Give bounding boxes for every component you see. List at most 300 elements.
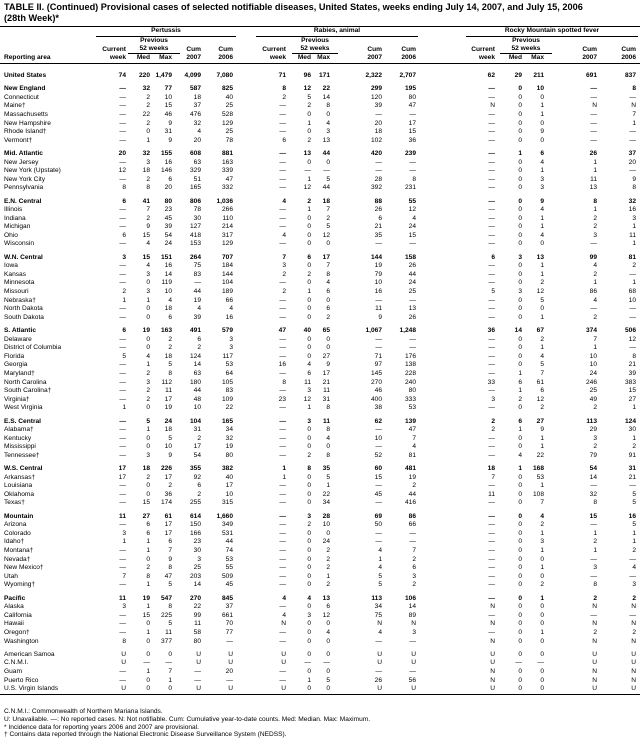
value-cell: 5 (540, 296, 544, 304)
value-cell: 1,479 (155, 72, 172, 79)
value-cell: 1 (307, 206, 311, 214)
value-cell: 3 (491, 395, 495, 403)
reporting-area-cell: Mountain (4, 512, 34, 520)
value-cell: 0 (518, 603, 522, 611)
value-cell: 4 (282, 231, 286, 239)
value-cell: — (375, 344, 382, 352)
value-cell: — (119, 335, 126, 343)
value-cell: — (488, 434, 495, 442)
value-cell: — (488, 223, 495, 231)
value-cell: — (119, 279, 126, 287)
value-cell: 0 (146, 650, 150, 658)
value-cell: — (279, 434, 286, 442)
value-cell: 0 (518, 167, 522, 175)
value-cell: — (279, 223, 286, 231)
value-cell: 0 (518, 305, 522, 313)
value-cell: 16 (278, 361, 286, 369)
value-cell: 18 (487, 465, 495, 473)
value-cell: — (488, 572, 495, 580)
value-cell: 1 (632, 404, 636, 412)
value-cell: 20 (225, 667, 233, 675)
value-cell: — (119, 482, 126, 490)
value-cell: 0 (518, 184, 522, 192)
value-cell: 34 (322, 499, 330, 507)
value-cell: 33 (487, 378, 495, 386)
value-cell: 1 (326, 482, 330, 490)
value-cell: 77 (164, 85, 172, 93)
value-cell: 2 (197, 490, 201, 498)
cum-2006-label: Cum (621, 46, 636, 53)
reporting-area-cell: Wyoming† (4, 581, 36, 589)
table-row (0, 465, 640, 474)
value-cell: 0 (518, 197, 522, 205)
reporting-area-cell: Alaska (4, 603, 24, 611)
value-cell: U (121, 685, 126, 693)
value-cell: 0 (518, 499, 522, 507)
weeks52-label: 52 weeks (300, 45, 330, 52)
value-cell: 2 (491, 417, 495, 425)
value-cell: 0 (307, 637, 311, 645)
value-cell: — (279, 417, 286, 425)
table-row (0, 659, 640, 668)
value-cell: 15 (408, 128, 416, 136)
value-cell: 2 (168, 335, 172, 343)
reporting-area-cell: Tennessee† (4, 451, 40, 459)
value-cell: — (304, 167, 311, 175)
weeks52-label: 52 weeks (511, 45, 541, 52)
value-cell: 10 (164, 93, 172, 101)
value-cell: 0 (518, 667, 522, 675)
value-cell: 1 (593, 279, 597, 287)
reporting-area-cell: Indiana (4, 214, 26, 222)
value-cell: U (228, 650, 233, 658)
value-cell: 0 (307, 296, 311, 304)
table-row (0, 240, 640, 249)
value-cell: 0 (146, 128, 150, 136)
value-cell: 9 (540, 197, 544, 205)
value-cell: 0 (307, 490, 311, 498)
value-cell: — (409, 335, 416, 343)
value-cell: — (590, 482, 597, 490)
value-cell: 0 (146, 404, 150, 412)
table-row (0, 137, 640, 146)
value-cell: 21 (628, 361, 636, 369)
value-cell: 34 (225, 426, 233, 434)
value-cell: 374 (585, 327, 597, 334)
value-cell: 17 (164, 473, 172, 481)
value-cell: 24 (589, 369, 597, 377)
value-cell: 80 (225, 451, 233, 459)
value-cell: 4 (282, 594, 286, 602)
value-cell: 2 (197, 434, 201, 442)
value-cell: U (377, 659, 382, 667)
value-cell: — (488, 512, 495, 520)
table-row (0, 120, 640, 129)
value-cell: 89 (408, 611, 416, 619)
value-cell: 55 (225, 564, 233, 572)
value-cell: 30 (628, 426, 636, 434)
value-cell: 0 (326, 110, 330, 118)
value-cell: N (592, 637, 597, 645)
value-cell: 6 (518, 378, 522, 386)
value-cell: 0 (518, 443, 522, 451)
value-cell: 44 (193, 288, 201, 296)
value-cell: 506 (624, 327, 636, 334)
value-cell: 0 (307, 110, 311, 118)
value-cell: 97 (374, 361, 382, 369)
value-cell: — (629, 611, 636, 619)
value-cell: 15 (142, 231, 150, 239)
value-cell: 108 (532, 490, 544, 498)
value-cell: — (279, 344, 286, 352)
value-cell: 416 (404, 499, 416, 507)
value-cell: 0 (518, 594, 522, 602)
table-row (0, 677, 640, 686)
value-cell: 58 (193, 628, 201, 636)
value-cell: 0 (307, 667, 311, 675)
group-title-rmsf: Rocky Mountain spotted fever (504, 27, 600, 34)
year-2007-label: 2007 (582, 54, 597, 61)
value-cell: 7,080 (216, 72, 233, 79)
value-cell: 8 (412, 175, 416, 183)
value-cell: 0 (326, 620, 330, 628)
max-label: Max (531, 54, 544, 61)
reporting-area-cell: North Carolina (4, 378, 47, 386)
value-cell: 32 (628, 197, 636, 205)
table-row (0, 603, 640, 612)
title-line-2: (28th Week)* (4, 13, 59, 23)
value-cell: U (592, 659, 597, 667)
value-cell: — (119, 369, 126, 377)
value-cell: 0 (326, 685, 330, 693)
value-cell: U (196, 685, 201, 693)
value-cell: 4 (378, 564, 382, 572)
value-cell: U (592, 650, 597, 658)
value-cell: 587 (189, 85, 201, 93)
value-cell: 7 (168, 667, 172, 675)
value-cell: 24 (408, 223, 416, 231)
table-row (0, 474, 640, 483)
value-cell: 0 (540, 667, 544, 675)
value-cell: 0 (518, 490, 522, 498)
value-cell: 2 (593, 270, 597, 278)
value-cell: 10 (164, 443, 172, 451)
footnote-line: C.N.M.I.: Commonwealth of Northern Mariana Islands. (4, 708, 163, 715)
reporting-area-cell: South Dakota (4, 313, 44, 321)
value-cell: 24 (408, 279, 416, 287)
value-cell: 881 (221, 149, 233, 157)
footnote-line: U: Unavailable. —: No reported cases. N: Not notifiable. Cum: Cumulative year-to-date counts. Med: Median. Max: Maximum. (4, 715, 371, 723)
table-row (0, 581, 640, 590)
value-cell: 0 (518, 102, 522, 110)
value-cell: 14 (164, 270, 172, 278)
value-cell: U (121, 659, 126, 667)
reporting-area-cell: Mississippi (4, 443, 36, 451)
value-cell: 15 (628, 387, 636, 395)
table-row (0, 184, 640, 193)
value-cell: — (279, 206, 286, 214)
value-cell: — (488, 538, 495, 546)
table-row (0, 573, 640, 582)
table-row (0, 418, 640, 427)
value-cell: 1 (593, 167, 597, 175)
value-cell: N (490, 102, 495, 110)
value-cell: — (488, 529, 495, 537)
value-cell: 113 (586, 417, 597, 425)
value-cell: 22 (225, 404, 233, 412)
value-cell: — (590, 572, 597, 580)
reporting-area-cell: Guam (4, 667, 22, 675)
value-cell: 4 (229, 305, 233, 313)
value-cell: — (488, 110, 495, 118)
value-cell: 22 (193, 603, 201, 611)
value-cell: 14 (514, 327, 522, 334)
value-cell: — (375, 538, 382, 546)
value-cell: 44 (322, 149, 330, 157)
table-row (0, 435, 640, 444)
value-cell: 106 (404, 594, 416, 602)
value-cell: 6 (307, 369, 311, 377)
value-cell: 14 (589, 473, 597, 481)
value-cell: 5 (632, 490, 636, 498)
value-cell: — (119, 85, 126, 93)
value-cell: 8 (146, 184, 150, 192)
value-cell: 0 (307, 426, 311, 434)
reporting-area-cell: C.N.M.I. (4, 659, 29, 667)
value-cell: 0 (518, 564, 522, 572)
value-cell: 2 (593, 223, 597, 231)
value-cell: — (488, 119, 495, 127)
value-cell: 6 (326, 603, 330, 611)
reporting-area-cell: Connecticut (4, 93, 39, 101)
table-header (0, 26, 640, 72)
value-cell: 62 (374, 417, 382, 425)
value-cell: 11 (165, 387, 172, 395)
value-cell: U (490, 685, 495, 693)
value-cell: 2 (412, 482, 416, 490)
value-cell: 5 (632, 521, 636, 529)
value-cell: — (488, 547, 495, 555)
value-cell: 53 (225, 555, 233, 563)
value-cell: 2 (593, 214, 597, 222)
reporting-area-cell: Illinois (4, 206, 23, 214)
value-cell: 11 (375, 305, 382, 313)
value-cell: 0 (518, 85, 522, 93)
reporting-area-cell: Oklahoma (4, 490, 35, 498)
value-cell: 1 (540, 167, 544, 175)
value-cell: — (119, 499, 126, 507)
value-cell: 614 (189, 512, 201, 520)
value-cell: 0 (518, 335, 522, 343)
value-cell: 1 (518, 426, 522, 434)
value-cell: 528 (221, 110, 233, 118)
value-cell: 2 (146, 473, 150, 481)
value-cell: 2 (326, 214, 330, 222)
table-row (0, 379, 640, 388)
value-cell: 80 (193, 637, 201, 645)
value-cell: 1,067 (365, 327, 382, 334)
week-label: week (109, 54, 126, 61)
value-cell: — (409, 296, 416, 304)
value-cell: 0 (540, 685, 544, 693)
value-cell: 1 (518, 149, 522, 157)
value-cell: 211 (533, 72, 544, 79)
value-cell: 8 (282, 85, 286, 93)
value-cell: 99 (589, 253, 597, 261)
value-cell: — (226, 676, 233, 684)
value-cell: 80 (408, 93, 416, 101)
value-cell: 11 (165, 628, 172, 636)
value-cell: 0 (307, 685, 311, 693)
value-cell: 0 (307, 620, 311, 628)
value-cell: 5 (326, 175, 330, 183)
value-cell: 45 (164, 214, 172, 222)
value-cell: — (279, 676, 286, 684)
value-cell: 0 (326, 667, 330, 675)
value-cell: 15 (374, 473, 382, 481)
value-cell: 400 (370, 395, 382, 403)
reporting-area-cell: U.S. Virgin Islands (4, 685, 59, 693)
value-cell: 37 (628, 149, 636, 157)
table-row (0, 620, 640, 629)
value-cell: 78 (193, 206, 201, 214)
value-cell: 129 (221, 240, 233, 248)
value-cell: 2 (632, 262, 636, 270)
value-cell: — (629, 167, 636, 175)
value-cell: 4 (593, 262, 597, 270)
value-cell: 4 (146, 262, 150, 270)
value-cell: 3 (540, 538, 544, 546)
value-cell: 8 (122, 184, 126, 192)
group-title-pertussis: Pertussis (151, 27, 181, 34)
value-cell: 2 (540, 521, 544, 529)
reporting-area-cell: Iowa (4, 262, 18, 270)
value-cell: 20 (164, 184, 172, 192)
table-row (0, 297, 640, 306)
value-cell: — (488, 628, 495, 636)
value-cell: 18 (193, 93, 201, 101)
value-cell: — (279, 667, 286, 675)
value-cell: 0 (146, 279, 150, 287)
table-row (0, 176, 640, 185)
value-cell: N (490, 620, 495, 628)
value-cell: 2 (518, 395, 522, 403)
value-cell: 27 (536, 417, 544, 425)
value-cell: 3 (122, 253, 126, 261)
value-cell: — (119, 628, 126, 636)
year-2007-label: 2007 (186, 54, 201, 61)
value-cell: — (488, 611, 495, 619)
value-cell: — (488, 128, 495, 136)
value-cell: 1 (540, 482, 544, 490)
value-cell: — (279, 102, 286, 110)
table-row (0, 94, 640, 103)
reporting-area-cell: District of Columbia (4, 344, 62, 352)
value-cell: — (629, 572, 636, 580)
value-cell: — (279, 529, 286, 537)
year-2006-label: 2006 (218, 54, 233, 61)
reporting-area-cell: Minnesota (4, 279, 35, 287)
value-cell: 4,099 (184, 72, 201, 79)
value-cell: 2 (282, 270, 286, 278)
value-cell: 0 (168, 685, 172, 693)
value-cell: — (590, 119, 597, 127)
value-cell: 75 (193, 262, 201, 270)
value-cell: 113 (371, 594, 382, 602)
value-cell: 163 (221, 158, 233, 166)
value-cell: 1 (307, 404, 311, 412)
value-cell: — (119, 387, 126, 395)
value-cell: 4 (168, 296, 172, 304)
reporting-area-cell: Puerto Rico (4, 676, 39, 684)
value-cell: 2 (412, 581, 416, 589)
value-cell: — (488, 521, 495, 529)
value-cell: N (490, 667, 495, 675)
value-cell: 13 (303, 149, 311, 157)
value-cell: N (592, 603, 597, 611)
value-cell: — (119, 206, 126, 214)
value-cell: 7 (491, 473, 495, 481)
value-cell: 0 (146, 335, 150, 343)
value-cell: 10 (225, 490, 233, 498)
reporting-area-cell: New York (Upstate) (4, 167, 61, 175)
value-cell: 0 (307, 335, 311, 343)
value-cell: 4 (146, 240, 150, 248)
value-cell: — (119, 564, 126, 572)
value-cell: 0 (518, 676, 522, 684)
value-cell: 165 (221, 417, 233, 425)
value-cell: 270 (189, 594, 201, 602)
value-cell: 7 (540, 369, 544, 377)
value-cell: 2 (282, 93, 286, 101)
value-cell: 1 (146, 547, 150, 555)
reporting-area-cell: W.N. Central (4, 253, 43, 261)
value-cell: 1 (168, 676, 172, 684)
value-cell: 7 (412, 434, 416, 442)
value-cell: 1,660 (216, 512, 233, 520)
value-cell: 1 (632, 538, 636, 546)
value-cell: 0 (518, 529, 522, 537)
value-cell: 5 (378, 581, 382, 589)
value-cell: 2 (540, 404, 544, 412)
value-cell: U (631, 650, 636, 658)
value-cell: 14 (322, 93, 330, 101)
value-cell: 225 (160, 611, 172, 619)
value-cell: 2 (307, 197, 311, 205)
value-cell: — (375, 335, 382, 343)
value-cell: 2 (632, 628, 636, 636)
value-cell: 14 (193, 361, 201, 369)
value-cell: U (411, 685, 416, 693)
value-cell: 264 (189, 253, 201, 261)
value-cell: 63 (193, 158, 201, 166)
value-cell: 71 (278, 72, 286, 79)
table-row (0, 353, 640, 362)
value-cell: 226 (160, 465, 172, 473)
value-cell: 38 (374, 404, 382, 412)
value-cell: 6 (412, 564, 416, 572)
value-cell: — (119, 262, 126, 270)
value-cell: 3 (307, 611, 311, 619)
table-bottom-rule (0, 694, 640, 695)
value-cell: 3 (229, 344, 233, 352)
value-cell: 6 (168, 538, 172, 546)
value-cell: — (279, 279, 286, 287)
max-label: Max (159, 54, 172, 61)
value-cell: 11 (323, 417, 330, 425)
value-cell: 153 (189, 240, 201, 248)
value-cell: 80 (408, 387, 416, 395)
